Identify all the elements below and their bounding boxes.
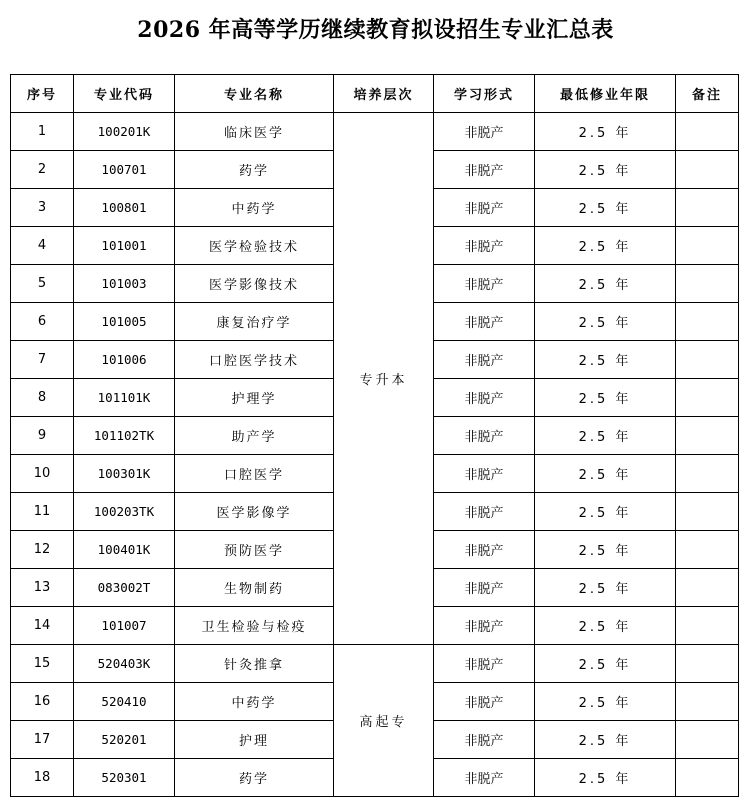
cell-serial-number: 2 xyxy=(11,151,74,189)
cell-major-name: 医学影像学 xyxy=(175,493,334,531)
cell-major-code: 520403K xyxy=(74,645,175,683)
cell-remarks xyxy=(676,265,739,303)
cell-major-code: 520410 xyxy=(74,683,175,721)
cell-major-name: 药学 xyxy=(175,151,334,189)
cell-study-form: 非脱产 xyxy=(434,113,535,151)
cell-major-code: 100201K xyxy=(74,113,175,151)
cell-major-name: 口腔医学 xyxy=(175,455,334,493)
cell-study-form: 非脱产 xyxy=(434,759,535,797)
cell-min-study-years: 2.5 年 xyxy=(535,113,676,151)
cell-major-name: 口腔医学技术 xyxy=(175,341,334,379)
cell-major-code: 083002T xyxy=(74,569,175,607)
cell-major-name: 卫生检验与检疫 xyxy=(175,607,334,645)
cell-study-form: 非脱产 xyxy=(434,645,535,683)
cell-major-code: 101006 xyxy=(74,341,175,379)
cell-training-level: 专升本 xyxy=(334,113,434,645)
cell-major-code: 101007 xyxy=(74,607,175,645)
cell-remarks xyxy=(676,379,739,417)
cell-major-code: 101001 xyxy=(74,227,175,265)
cell-major-name: 护理学 xyxy=(175,379,334,417)
cell-remarks xyxy=(676,721,739,759)
cell-major-code: 100701 xyxy=(74,151,175,189)
cell-major-code: 100203TK xyxy=(74,493,175,531)
cell-major-code: 101005 xyxy=(74,303,175,341)
cell-remarks xyxy=(676,189,739,227)
cell-remarks xyxy=(676,417,739,455)
cell-serial-number: 9 xyxy=(11,417,74,455)
header-min-study-years: 最低修业年限 xyxy=(535,75,676,113)
cell-major-name: 康复治疗学 xyxy=(175,303,334,341)
cell-major-name: 临床医学 xyxy=(175,113,334,151)
cell-serial-number: 7 xyxy=(11,341,74,379)
cell-remarks xyxy=(676,569,739,607)
cell-major-code: 100301K xyxy=(74,455,175,493)
cell-major-name: 中药学 xyxy=(175,683,334,721)
cell-serial-number: 1 xyxy=(11,113,74,151)
cell-min-study-years: 2.5 年 xyxy=(535,493,676,531)
cell-min-study-years: 2.5 年 xyxy=(535,341,676,379)
cell-remarks xyxy=(676,303,739,341)
cell-major-code: 520301 xyxy=(74,759,175,797)
cell-major-code: 101102TK xyxy=(74,417,175,455)
cell-min-study-years: 2.5 年 xyxy=(535,759,676,797)
cell-study-form: 非脱产 xyxy=(434,683,535,721)
cell-remarks xyxy=(676,341,739,379)
cell-study-form: 非脱产 xyxy=(434,493,535,531)
cell-study-form: 非脱产 xyxy=(434,341,535,379)
cell-serial-number: 17 xyxy=(11,721,74,759)
table-row xyxy=(11,645,739,683)
cell-min-study-years: 2.5 年 xyxy=(535,227,676,265)
cell-study-form: 非脱产 xyxy=(434,227,535,265)
header-major-name: 专业名称 xyxy=(175,75,334,113)
cell-major-name: 护理 xyxy=(175,721,334,759)
cell-min-study-years: 2.5 年 xyxy=(535,265,676,303)
cell-major-name: 预防医学 xyxy=(175,531,334,569)
cell-remarks xyxy=(676,455,739,493)
cell-serial-number: 15 xyxy=(11,645,74,683)
cell-major-name: 医学影像技术 xyxy=(175,265,334,303)
cell-study-form: 非脱产 xyxy=(434,265,535,303)
header-training-level: 培养层次 xyxy=(334,75,434,113)
table-header-row xyxy=(11,75,739,113)
table-row xyxy=(11,113,739,151)
cell-remarks xyxy=(676,531,739,569)
cell-study-form: 非脱产 xyxy=(434,531,535,569)
cell-major-code: 101003 xyxy=(74,265,175,303)
cell-min-study-years: 2.5 年 xyxy=(535,683,676,721)
cell-major-name: 中药学 xyxy=(175,189,334,227)
page-title: 2026 年高等学历继续教育拟设招生专业汇总表 xyxy=(137,17,614,43)
cell-serial-number: 4 xyxy=(11,227,74,265)
cell-major-name: 针灸推拿 xyxy=(175,645,334,683)
header-study-form: 学习形式 xyxy=(434,75,535,113)
cell-major-name: 生物制药 xyxy=(175,569,334,607)
cell-min-study-years: 2.5 年 xyxy=(535,721,676,759)
cell-serial-number: 5 xyxy=(11,265,74,303)
cell-serial-number: 14 xyxy=(11,607,74,645)
cell-serial-number: 11 xyxy=(11,493,74,531)
cell-min-study-years: 2.5 年 xyxy=(535,607,676,645)
cell-min-study-years: 2.5 年 xyxy=(535,303,676,341)
cell-remarks xyxy=(676,759,739,797)
cell-study-form: 非脱产 xyxy=(434,151,535,189)
cell-serial-number: 6 xyxy=(11,303,74,341)
table-body xyxy=(11,113,739,797)
cell-study-form: 非脱产 xyxy=(434,607,535,645)
cell-major-code: 101101K xyxy=(74,379,175,417)
header-remarks: 备注 xyxy=(676,75,739,113)
majors-table xyxy=(10,74,739,797)
cell-remarks xyxy=(676,493,739,531)
cell-study-form: 非脱产 xyxy=(434,721,535,759)
cell-major-code: 100801 xyxy=(74,189,175,227)
cell-remarks xyxy=(676,151,739,189)
cell-serial-number: 3 xyxy=(11,189,74,227)
header-serial-number: 序号 xyxy=(11,75,74,113)
cell-study-form: 非脱产 xyxy=(434,417,535,455)
cell-major-code: 520201 xyxy=(74,721,175,759)
cell-serial-number: 13 xyxy=(11,569,74,607)
cell-serial-number: 16 xyxy=(11,683,74,721)
cell-remarks xyxy=(676,607,739,645)
cell-min-study-years: 2.5 年 xyxy=(535,455,676,493)
cell-study-form: 非脱产 xyxy=(434,303,535,341)
cell-remarks xyxy=(676,227,739,265)
cell-min-study-years: 2.5 年 xyxy=(535,645,676,683)
cell-remarks xyxy=(676,645,739,683)
cell-serial-number: 8 xyxy=(11,379,74,417)
header-major-code: 专业代码 xyxy=(74,75,175,113)
cell-serial-number: 18 xyxy=(11,759,74,797)
cell-major-name: 助产学 xyxy=(175,417,334,455)
cell-serial-number: 12 xyxy=(11,531,74,569)
cell-min-study-years: 2.5 年 xyxy=(535,417,676,455)
cell-remarks xyxy=(676,683,739,721)
cell-major-name: 药学 xyxy=(175,759,334,797)
cell-major-name: 医学检验技术 xyxy=(175,227,334,265)
cell-training-level: 高起专 xyxy=(334,645,434,797)
cell-min-study-years: 2.5 年 xyxy=(535,189,676,227)
cell-remarks xyxy=(676,113,739,151)
cell-study-form: 非脱产 xyxy=(434,379,535,417)
cell-major-code: 100401K xyxy=(74,531,175,569)
cell-min-study-years: 2.5 年 xyxy=(535,569,676,607)
cell-study-form: 非脱产 xyxy=(434,455,535,493)
cell-study-form: 非脱产 xyxy=(434,569,535,607)
cell-study-form: 非脱产 xyxy=(434,189,535,227)
cell-min-study-years: 2.5 年 xyxy=(535,379,676,417)
cell-min-study-years: 2.5 年 xyxy=(535,531,676,569)
cell-serial-number: 10 xyxy=(11,455,74,493)
cell-min-study-years: 2.5 年 xyxy=(535,151,676,189)
